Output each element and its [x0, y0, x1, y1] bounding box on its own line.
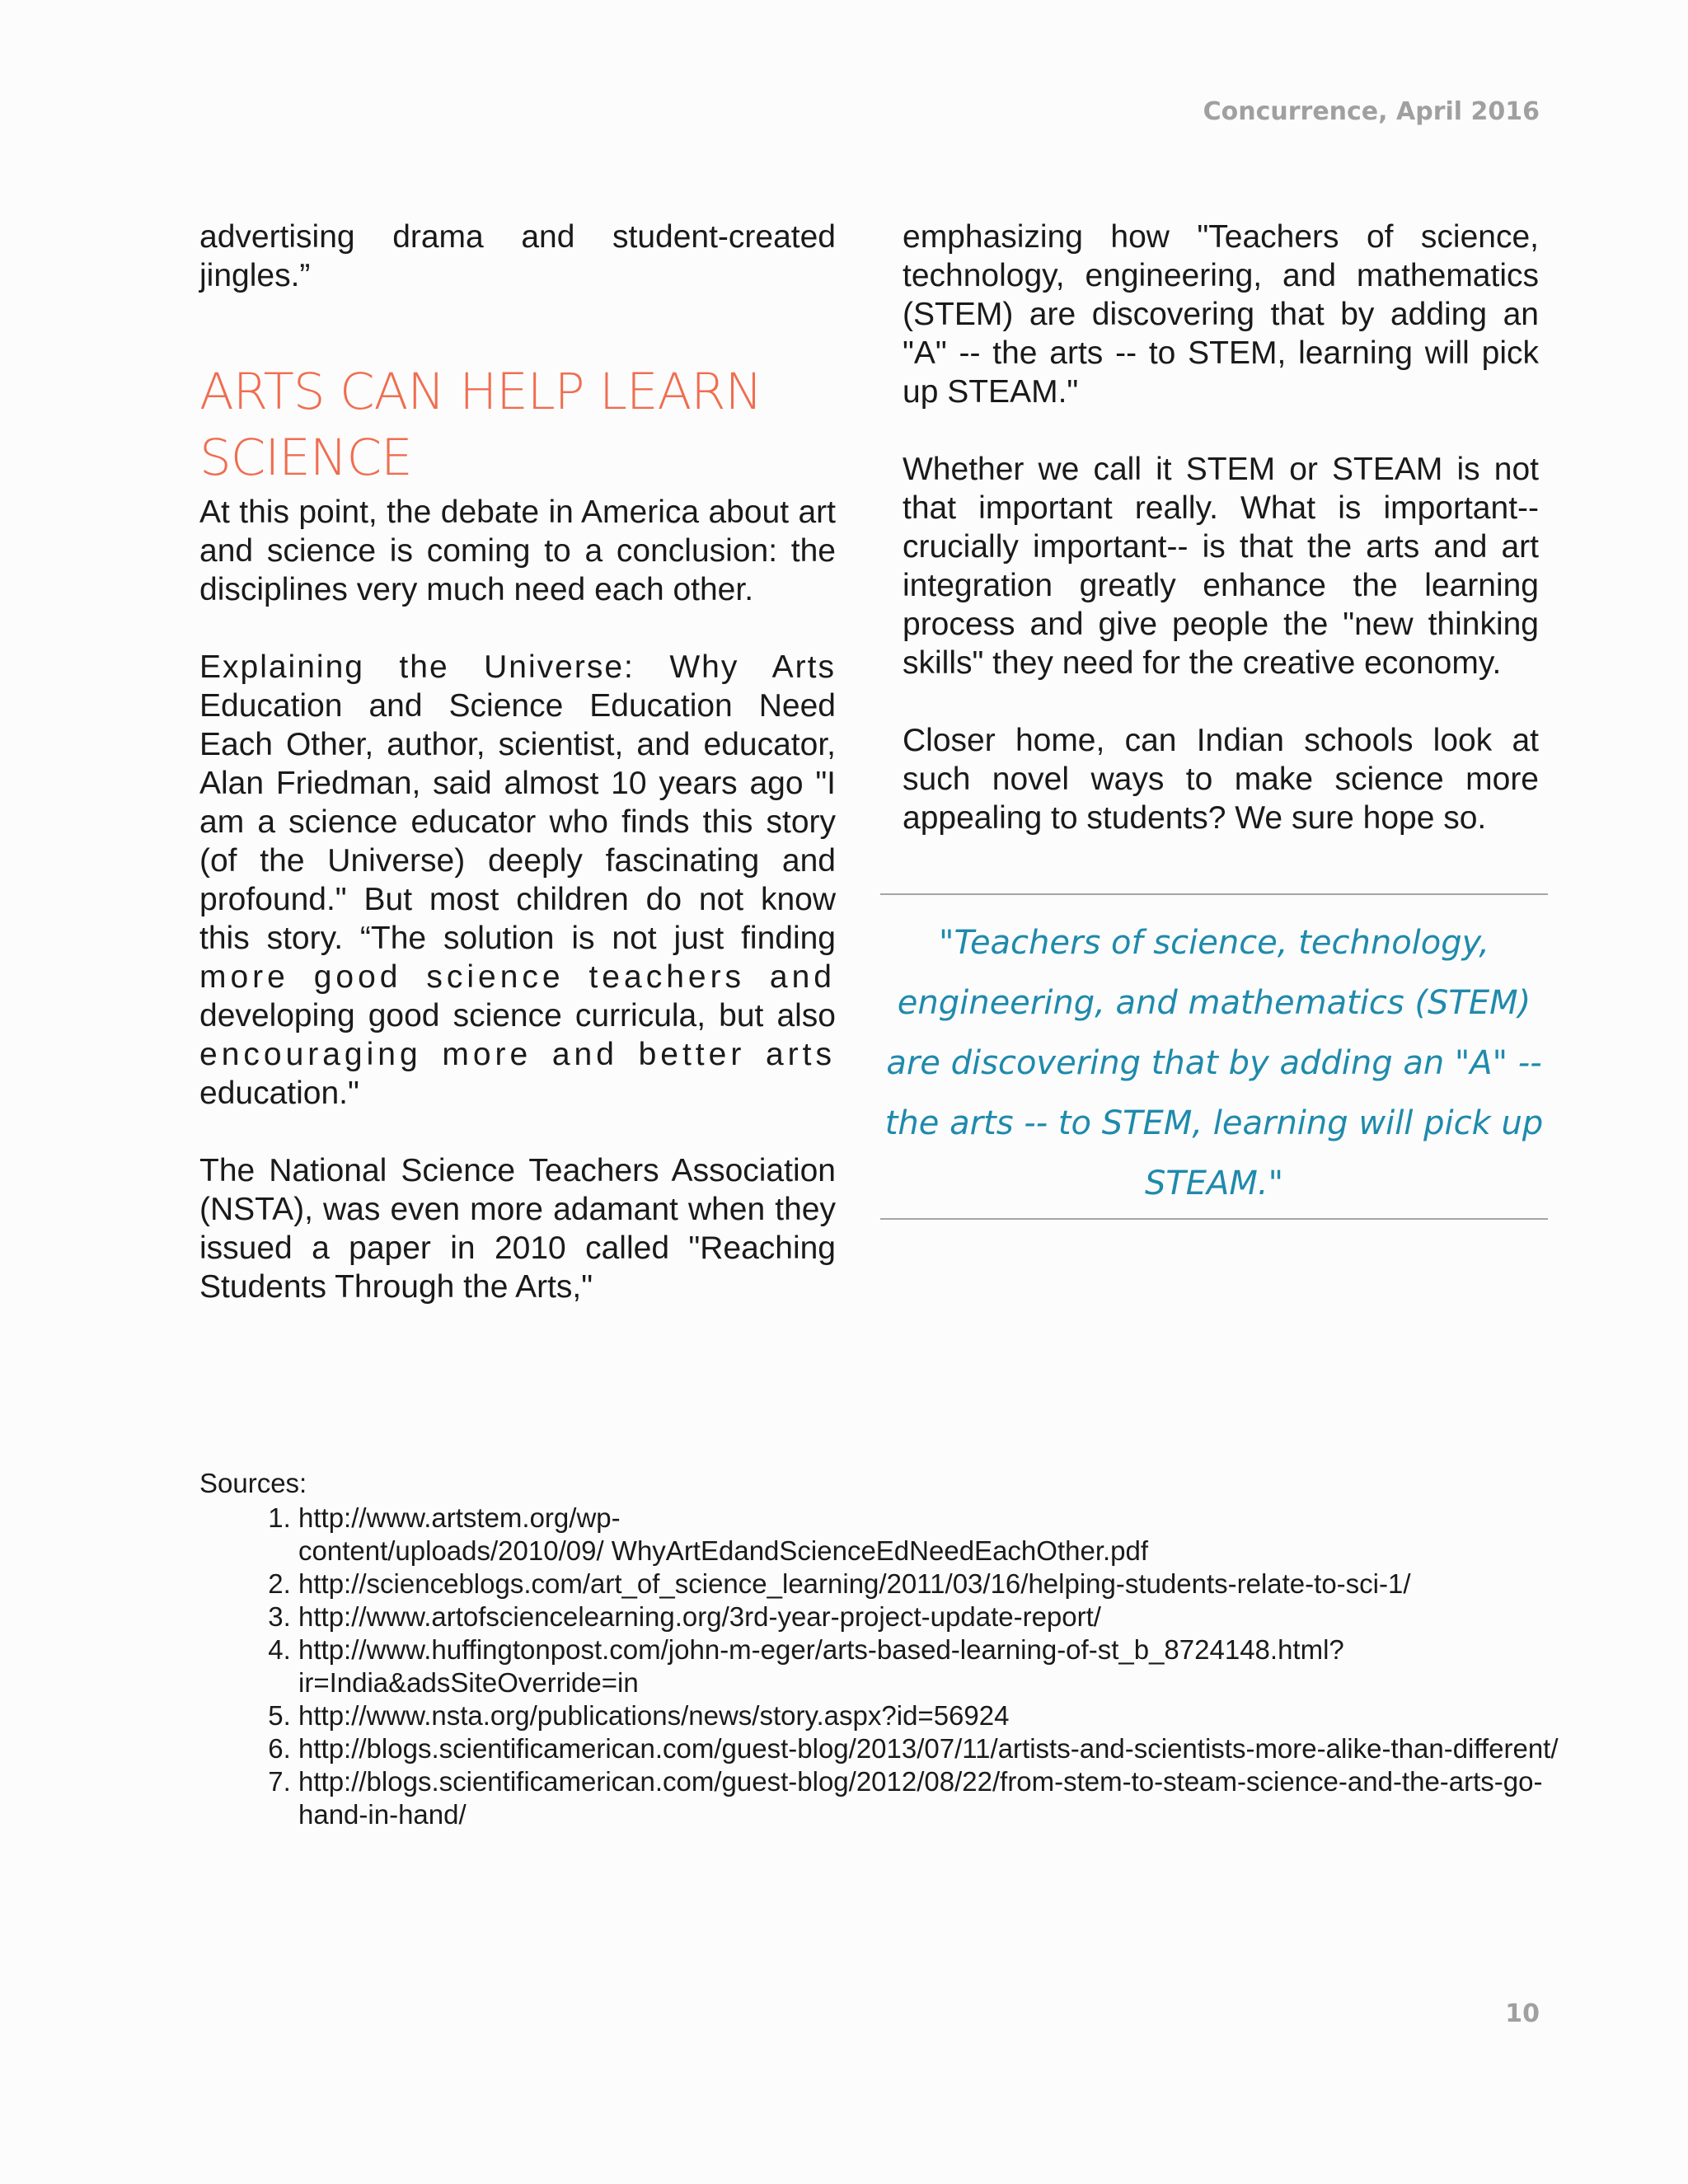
source-item: [298, 1568, 1559, 1601]
right-column: [903, 218, 1539, 837]
paragraph-emphasizing: emphasizing how "Teachers of science, technology, engineering, and mathematics (STEM) are discovering that by adding an "A" -- the arts -- to STEM, learning will pick up STEAM.": [903, 219, 1539, 410]
source-url: http://www.nsta.org/publications/news/story.aspx?id=56924: [298, 1700, 1010, 1731]
sources-title: Sources:: [199, 1468, 307, 1498]
source-item: [298, 1765, 1559, 1831]
issue-header: Concurrence, April 2016: [1203, 97, 1540, 126]
sources-section: [199, 1467, 1559, 1831]
source-link[interactable]: http://www.artstem.org/wp-: [298, 1502, 621, 1533]
source-item: [298, 1601, 1559, 1633]
friedman-text-c: education.": [199, 1076, 359, 1111]
paragraph-friedman: [199, 648, 836, 1113]
intro-fragment: advertising drama and student-created jingles.”: [199, 219, 836, 293]
source-item: [298, 1699, 1559, 1732]
source-link-continued: content/uploads/2010/09/ WhyArtEdandScienceEdNeedEachOther.pdf: [298, 1535, 1149, 1566]
paragraph-nsta: The National Science Teachers Association (NSTA), was even more adamant when they issued a paper in 2010 called "Reaching Students Through the Arts,": [199, 1153, 836, 1305]
source-url: http://blogs.scientificamerican.com/guest-blog/2013/07/11/artists-and-scientists-more-alike-than-different/: [298, 1733, 1559, 1764]
friedman-text-wide-1: more good science teachers and: [199, 959, 836, 995]
source-url: http://scienceblogs.com/art_of_science_learning/2011/03/16/helping-students-relate-to-sci-1/: [298, 1568, 1411, 1599]
sources-list: [199, 1502, 1559, 1831]
paragraph-indian-schools: Closer home, can Indian schools look at such novel ways to make science more appealing to students? We sure hope so.: [903, 723, 1539, 836]
pull-quote: "Teachers of science, technology, engineering, and mathematics (STEM) are discovering that by adding an "A" -- the arts -- to STEM, learning will pick up STEAM.": [880, 893, 1548, 1220]
paragraph-stem-steam: Whether we call it STEM or STEAM is not that important really. What is important-- crucially important-- is that the arts and art integration greatly enhance the learning process and give people the "new thinking skills" they need for the creative economy.: [903, 452, 1539, 681]
friedman-text-wide-2: encouraging more and better arts: [199, 1037, 836, 1072]
section-heading: ARTS CAN HELP LEARN SCIENCE: [199, 363, 762, 487]
page-number: 10: [1505, 1999, 1540, 2028]
source-item: [298, 1633, 1559, 1699]
book-title: Explaining the Universe: Why Arts: [199, 649, 836, 685]
friedman-text-b: developing good science curricula, but also: [199, 998, 836, 1033]
source-item: [298, 1502, 1559, 1568]
source-url: http://www.artofsciencelearning.org/3rd-year-project-update-report/: [298, 1601, 1101, 1632]
source-url: http://www.huffingtonpost.com/john-m-eger/arts-based-learning-of-st_b_8724148.html?ir=India&adsSiteOverride=in: [298, 1634, 1344, 1698]
friedman-text-a: Education and Science Education Need Each Other, author, scientist, and educator, Alan Friedman, said almost 10 years ago "I am a science educator who finds this story (of the Universe) deeply fascinating and profound." But most children do not know this story. “The solution is not just finding: [199, 688, 836, 956]
left-column: [199, 218, 836, 1306]
source-url: http://blogs.scientificamerican.com/guest-blog/2012/08/22/from-stem-to-steam-science-and-the-arts-go-hand-in-hand/: [298, 1766, 1543, 1830]
source-item: [298, 1732, 1559, 1765]
paragraph-debate: At this point, the debate in America about art and science is coming to a conclusion: the disciplines very much need each other.: [199, 494, 836, 607]
